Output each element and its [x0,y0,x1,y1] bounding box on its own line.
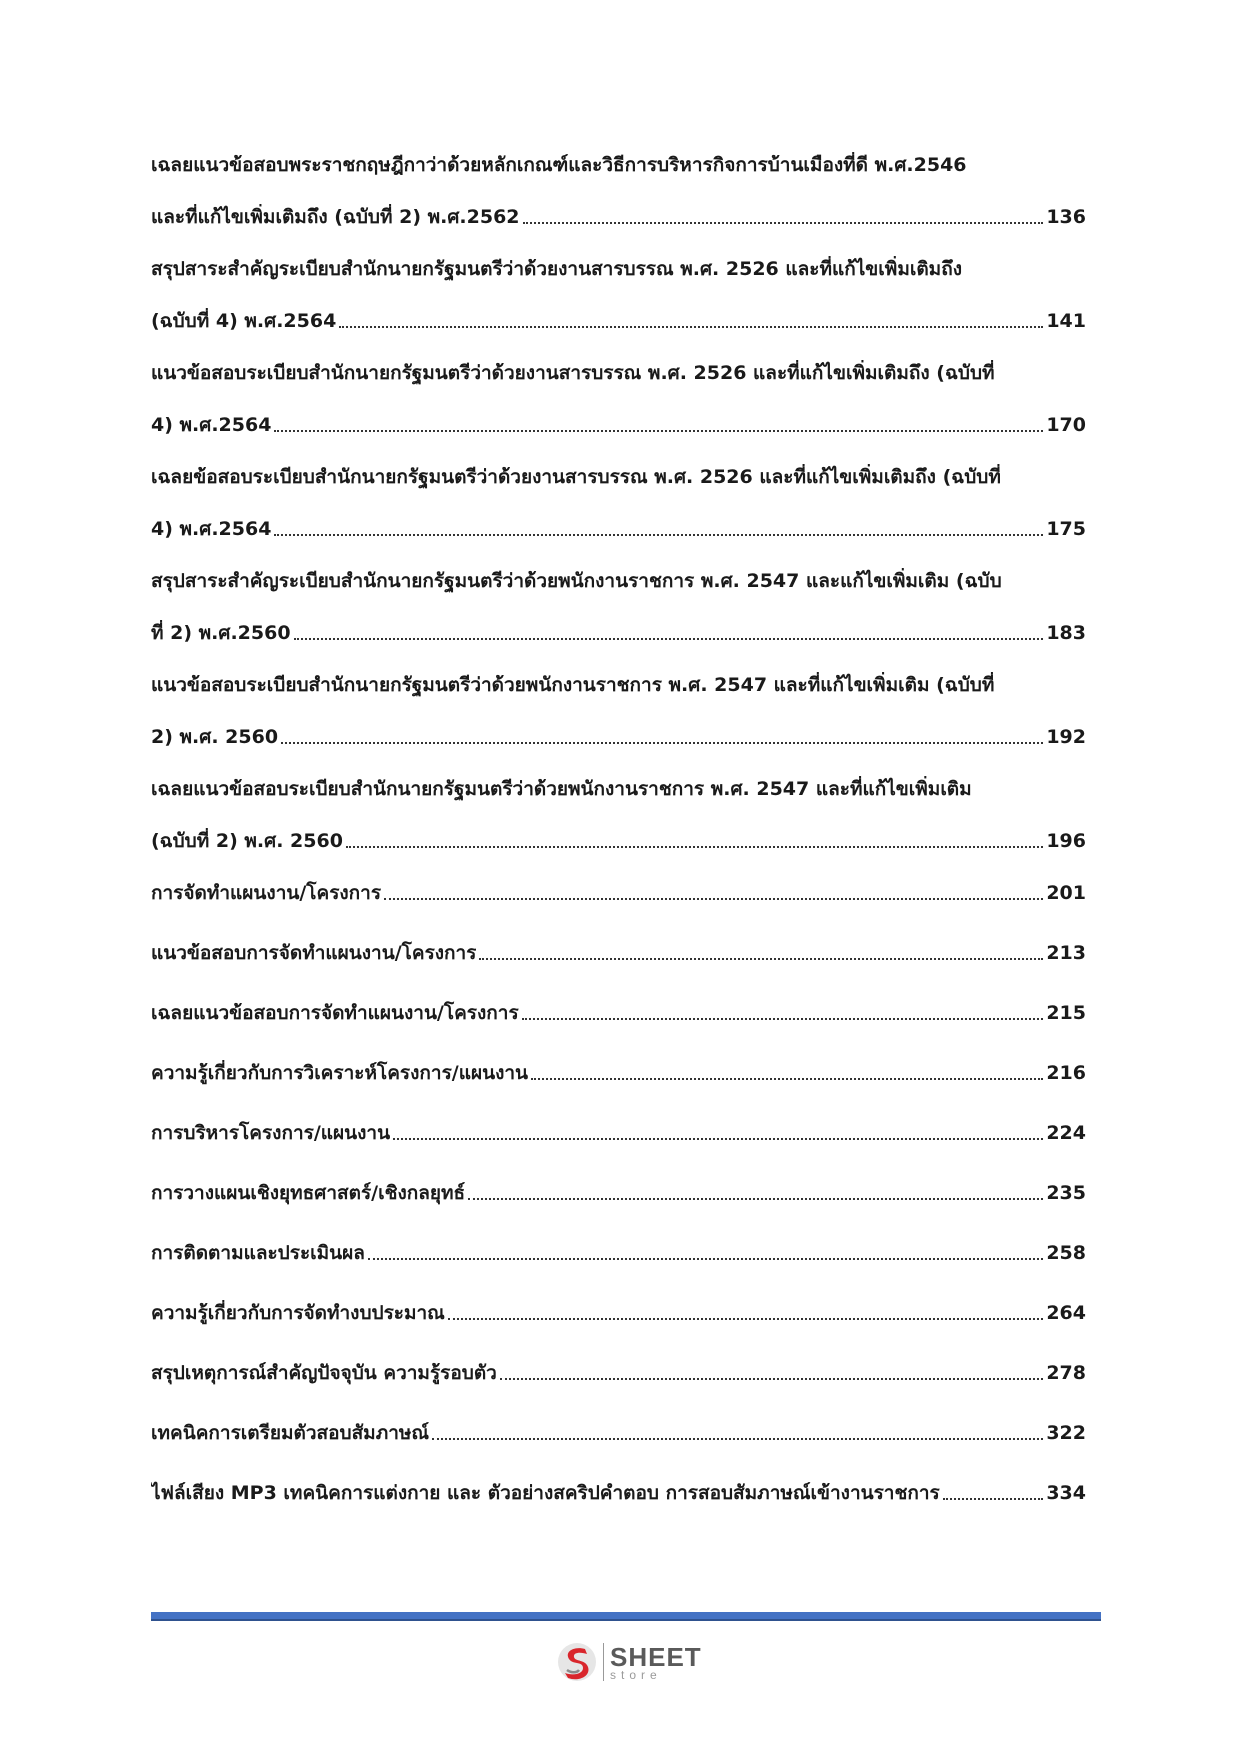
toc-entry-leader-line [151,1420,1086,1446]
toc-entry-leader-line [151,1060,1086,1086]
toc-entry-leader-line [151,204,1086,230]
toc-entry-title-line: เฉลยข้อสอบระเบียบสำนักนายกรัฐมนตรีว่าด้วยงานสารบรรณ พ.ศ. 2526 และที่แก้ไขเพิ่มเติมถึง (ฉบับที่ [151,466,1001,488]
toc-entry[interactable] [151,1060,1086,1086]
toc-entry-leader-line [151,1240,1086,1266]
toc-page-number: 215 [1046,1002,1086,1024]
dot-leader [531,1078,1043,1080]
toc-entry[interactable] [151,1300,1086,1326]
toc-entry-title-line: แนวข้อสอบการจัดทำแผนงาน/โครงการ [151,942,477,964]
toc-entry-title-line: สรุปเหตุการณ์สำคัญปัจจุบัน ความรู้รอบตัว [151,1362,497,1384]
toc-entry-title-line: ความรู้เกี่ยวกับการวิเคราะห์โครงการ/แผนงาน [151,1062,529,1084]
toc-entry-title-line: สรุปสาระสำคัญระเบียบสำนักนายกรัฐมนตรีว่าด้วยพนักงานราชการ พ.ศ. 2547 และแก้ไขเพิ่มเติม (ฉบับ [151,570,1002,592]
toc-entry-title-line: 2) พ.ศ. 2560 [151,726,279,748]
logo-divider [603,1643,604,1681]
toc-entry[interactable] [151,256,1086,332]
toc-entry-leader-line [151,724,1086,750]
dot-leader [522,1018,1044,1020]
toc-page-number: 216 [1046,1062,1086,1084]
table-of-contents [151,152,1086,1540]
toc-page-number: 213 [1046,942,1086,964]
toc-entry[interactable] [151,776,1086,852]
toc-page-number: 278 [1046,1362,1086,1384]
toc-entry-leader-line [151,1120,1086,1146]
dot-leader [479,958,1043,960]
dot-leader [274,534,1043,536]
toc-entry-title-line: ความรู้เกี่ยวกับการจัดทำงบประมาณ [151,1302,445,1324]
toc-page-number: 136 [1046,206,1086,228]
toc-page-number: 264 [1046,1302,1086,1324]
toc-page-number: 141 [1046,310,1086,332]
toc-page-number: 196 [1046,830,1086,852]
dot-leader [468,1198,1043,1200]
toc-entry-leader-line [151,828,1086,854]
toc-entry[interactable] [151,1480,1086,1506]
toc-entry[interactable] [151,568,1086,644]
toc-page-number: 170 [1046,414,1086,436]
toc-entry-title-line: การบริหารโครงการ/แผนงาน [151,1122,391,1144]
toc-entry-leader-line [151,1360,1086,1386]
dot-leader [294,638,1044,640]
toc-entry[interactable] [151,1240,1086,1266]
toc-page-number: 322 [1046,1422,1086,1444]
toc-entry[interactable] [151,1120,1086,1146]
toc-page-number: 183 [1046,622,1086,644]
dot-leader [339,326,1043,328]
toc-entry[interactable] [151,880,1086,906]
toc-entry-leader-line [151,880,1086,906]
toc-page-number: 334 [1046,1482,1086,1504]
logo-brand-text: SHEET [610,1641,702,1672]
toc-entry-title-line: แนวข้อสอบระเบียบสำนักนายกรัฐมนตรีว่าด้วยพนักงานราชการ พ.ศ. 2547 และที่แก้ไขเพิ่มเติม (ฉบับที่ [151,674,995,696]
toc-entry-title-line: (ฉบับที่ 4) พ.ศ.2564 [151,310,337,332]
toc-entry-title-line: การติดตามและประเมินผล [151,1242,365,1264]
toc-entry[interactable] [151,1420,1086,1446]
toc-entry-leader-line [151,516,1086,542]
toc-page-number: 258 [1046,1242,1086,1264]
toc-entry[interactable] [151,1360,1086,1386]
toc-entry-leader-line [151,620,1086,646]
toc-entry-leader-line [151,1300,1086,1326]
toc-entry-title-line: 4) พ.ศ.2564 [151,518,272,540]
toc-entry-title-line: และที่แก้ไขเพิ่มเติมถึง (ฉบับที่ 2) พ.ศ.2562 [151,206,520,228]
toc-entry[interactable] [151,464,1086,540]
toc-page-number: 201 [1046,882,1086,904]
toc-entry[interactable] [151,1000,1086,1026]
dot-leader [384,898,1043,900]
toc-page-number: 224 [1046,1122,1086,1144]
toc-page-number: 192 [1046,726,1086,748]
toc-entry[interactable] [151,672,1086,748]
toc-page-number: 175 [1046,518,1086,540]
toc-entry[interactable] [151,152,1086,228]
toc-entry[interactable] [151,360,1086,436]
toc-entry-leader-line [151,1000,1086,1026]
toc-entry-leader-line [151,940,1086,966]
toc-entry-title-line: เฉลยแนวข้อสอบพระราชกฤษฎีกาว่าด้วยหลักเกณฑ์และวิธีการบริหารกิจการบ้านเมืองที่ดี พ.ศ.2546 [151,154,967,176]
toc-entry-leader-line [151,308,1086,334]
dot-leader [432,1438,1043,1440]
toc-entry-title-line: แนวข้อสอบระเบียบสำนักนายกรัฐมนตรีว่าด้วยงานสารบรรณ พ.ศ. 2526 และที่แก้ไขเพิ่มเติมถึง (ฉบับที่ [151,362,995,384]
toc-entry[interactable] [151,940,1086,966]
logo-sub-text: store [610,1667,662,1682]
toc-entry[interactable] [151,1180,1086,1206]
toc-entry-title-line: เฉลยแนวข้อสอบระเบียบสำนักนายกรัฐมนตรีว่าด้วยพนักงานราชการ พ.ศ. 2547 และที่แก้ไขเพิ่มเติม [151,778,972,800]
toc-entry-title-line: เฉลยแนวข้อสอบการจัดทำแผนงาน/โครงการ [151,1002,519,1024]
dot-leader [943,1498,1044,1500]
dot-leader [393,1138,1043,1140]
dot-leader [500,1378,1043,1380]
toc-entry-title-line: ไฟล์เสียง MP3 เทคนิคการแต่งกาย และ ตัวอย่างสคริปคำตอบ การสอบสัมภาษณ์เข้างานราชการ [151,1482,940,1504]
toc-entry-leader-line [151,1180,1086,1206]
toc-entry-title-line: ที่ 2) พ.ศ.2560 [151,622,291,644]
toc-page-number: 235 [1046,1182,1086,1204]
footer-rule [151,1612,1101,1621]
sheet-store-logo [555,1638,702,1686]
toc-entry-leader-line [151,412,1086,438]
toc-entry-title-line: การจัดทำแผนงาน/โครงการ [151,882,382,904]
toc-entry-title-line: (ฉบับที่ 2) พ.ศ. 2560 [151,830,343,852]
toc-entry-title-line: 4) พ.ศ.2564 [151,414,272,436]
dot-leader [274,430,1043,432]
toc-entry-leader-line [151,1480,1086,1506]
dot-leader [281,742,1043,744]
sheet-store-logo-icon [555,1640,599,1684]
toc-entry-title-line: การวางแผนเชิงยุทธศาสตร์/เชิงกลยุทธ์ [151,1182,466,1204]
dot-leader [448,1318,1044,1320]
toc-entry-title-line: เทคนิคการเตรียมตัวสอบสัมภาษณ์ [151,1422,430,1444]
toc-entry-title-line: สรุปสาระสำคัญระเบียบสำนักนายกรัฐมนตรีว่าด้วยงานสารบรรณ พ.ศ. 2526 และที่แก้ไขเพิ่มเติมถึง [151,258,962,280]
dot-leader [523,222,1044,224]
dot-leader [368,1258,1043,1260]
dot-leader [346,846,1043,848]
